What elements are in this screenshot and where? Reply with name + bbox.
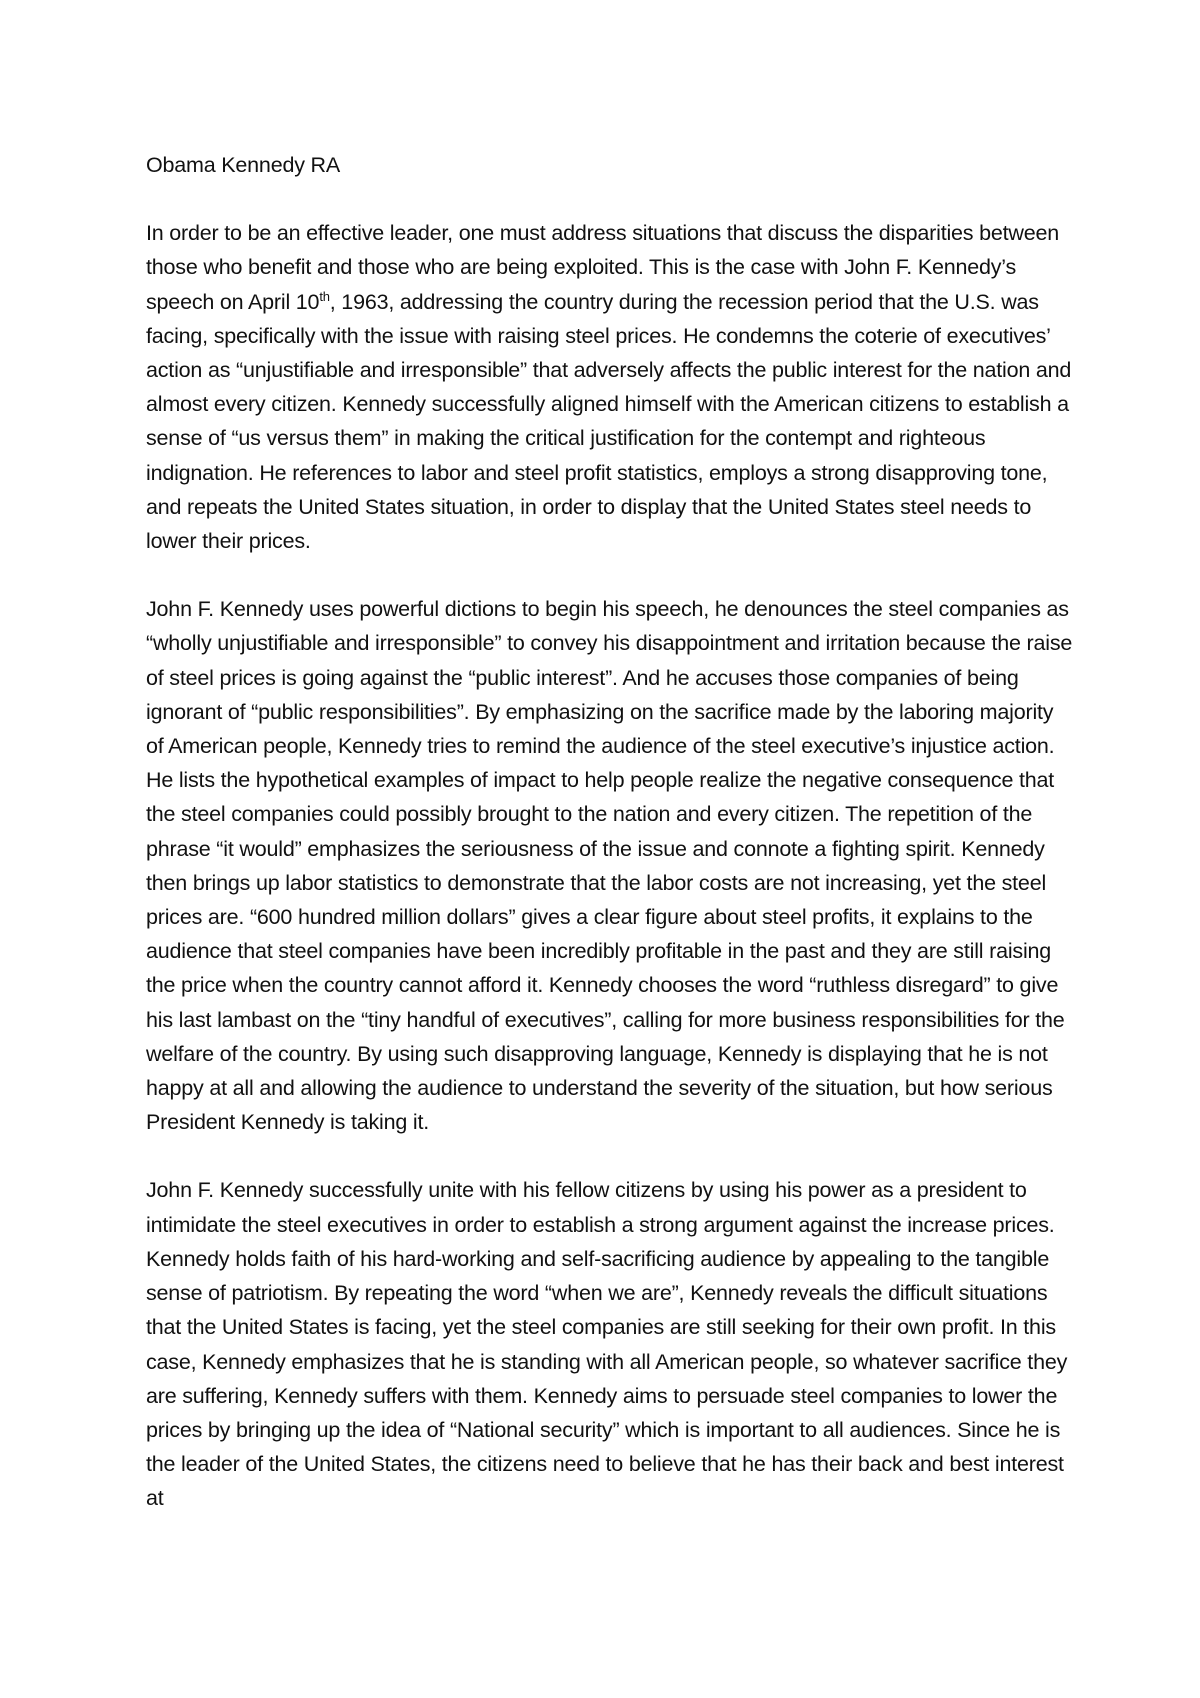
- document-body: [146, 148, 1076, 1516]
- document-title: Obama Kennedy RA: [146, 153, 340, 177]
- ordinal-suffix: th: [319, 288, 330, 304]
- paragraph-unity-analysis: John F. Kennedy successfully unite with his fellow citizens by using his power as a president to intimidate the steel executives in order to establish a strong argument against the increase prices. Kennedy holds faith of his hard-working and self-sacrificing audience by appealing to the tangible sense of patriotism. By repeating the word “when we are”, Kennedy reveals the difficult situations that the United States is facing, yet the steel companies are still seeking for their own profit. In this case, Kennedy emphasizes that he is standing with all American people, so whatever sacrifice they are suffering, Kennedy suffers with them. Kennedy aims to persuade steel companies to lower the prices by bringing up the idea of “National security” which is important to all audiences. Since he is the leader of the United States, the citizens need to believe that he has their back and best interest at: [146, 1178, 1068, 1511]
- paragraph-introduction-text-end: , 1963, addressing the country during the recession period that the U.S. was facing, specifically with the issue with raising steel prices. He condemns the coterie of executives’ action as “unjustifiable and irresponsible” that adversely affects the public interest for the nation and almost every citizen. Kennedy successfully aligned himself with the American citizens to establish a sense of “us versus them” in making the critical justification for the contempt and righteous indignation. He references to labor and steel profit statistics, employs a strong disapproving tone, and repeats the United States situation, in order to display that the United States steel needs to lower their prices.: [146, 289, 1072, 554]
- paragraph-introduction: [146, 216, 1076, 558]
- paragraph-introduction-text-start: In order to be an effective leader, one must address situations that discuss the disparities between those who benefit and those who are being exploited. This is the case with John F. Kennedy’s speech on April 10: [146, 221, 1060, 314]
- paragraph-diction-analysis: John F. Kennedy uses powerful dictions to begin his speech, he denounces the steel companies as “wholly unjustifiable and irresponsible” to convey his disappointment and irritation because the raise of steel prices is going against the “public interest”. And he accuses those companies of being ignorant of “public responsibilities”. By emphasizing on the sacrifice made by the laboring majority of American people, Kennedy tries to remind the audience of the steel executive’s injustice action. He lists the hypothetical examples of impact to help people realize the negative consequence that the steel companies could possibly brought to the nation and every citizen. The repetition of the phrase “it would” emphasizes the seriousness of the issue and connote a fighting spirit. Kennedy then brings up labor statistics to demonstrate that the labor costs are not increasing, yet the steel prices are. “600 hundred million dollars” gives a clear figure about steel profits, it explains to the audience that steel companies have been incredibly profitable in the past and they are still raising the price when the country cannot afford it. Kennedy chooses the word “ruthless disregard” to give his last lambast on the “tiny handful of executives”, calling for more business responsibilities for the welfare of the country. By using such disapproving language, Kennedy is displaying that he is not happy at all and allowing the audience to understand the severity of the situation, but how serious President Kennedy is taking it.: [146, 597, 1073, 1135]
